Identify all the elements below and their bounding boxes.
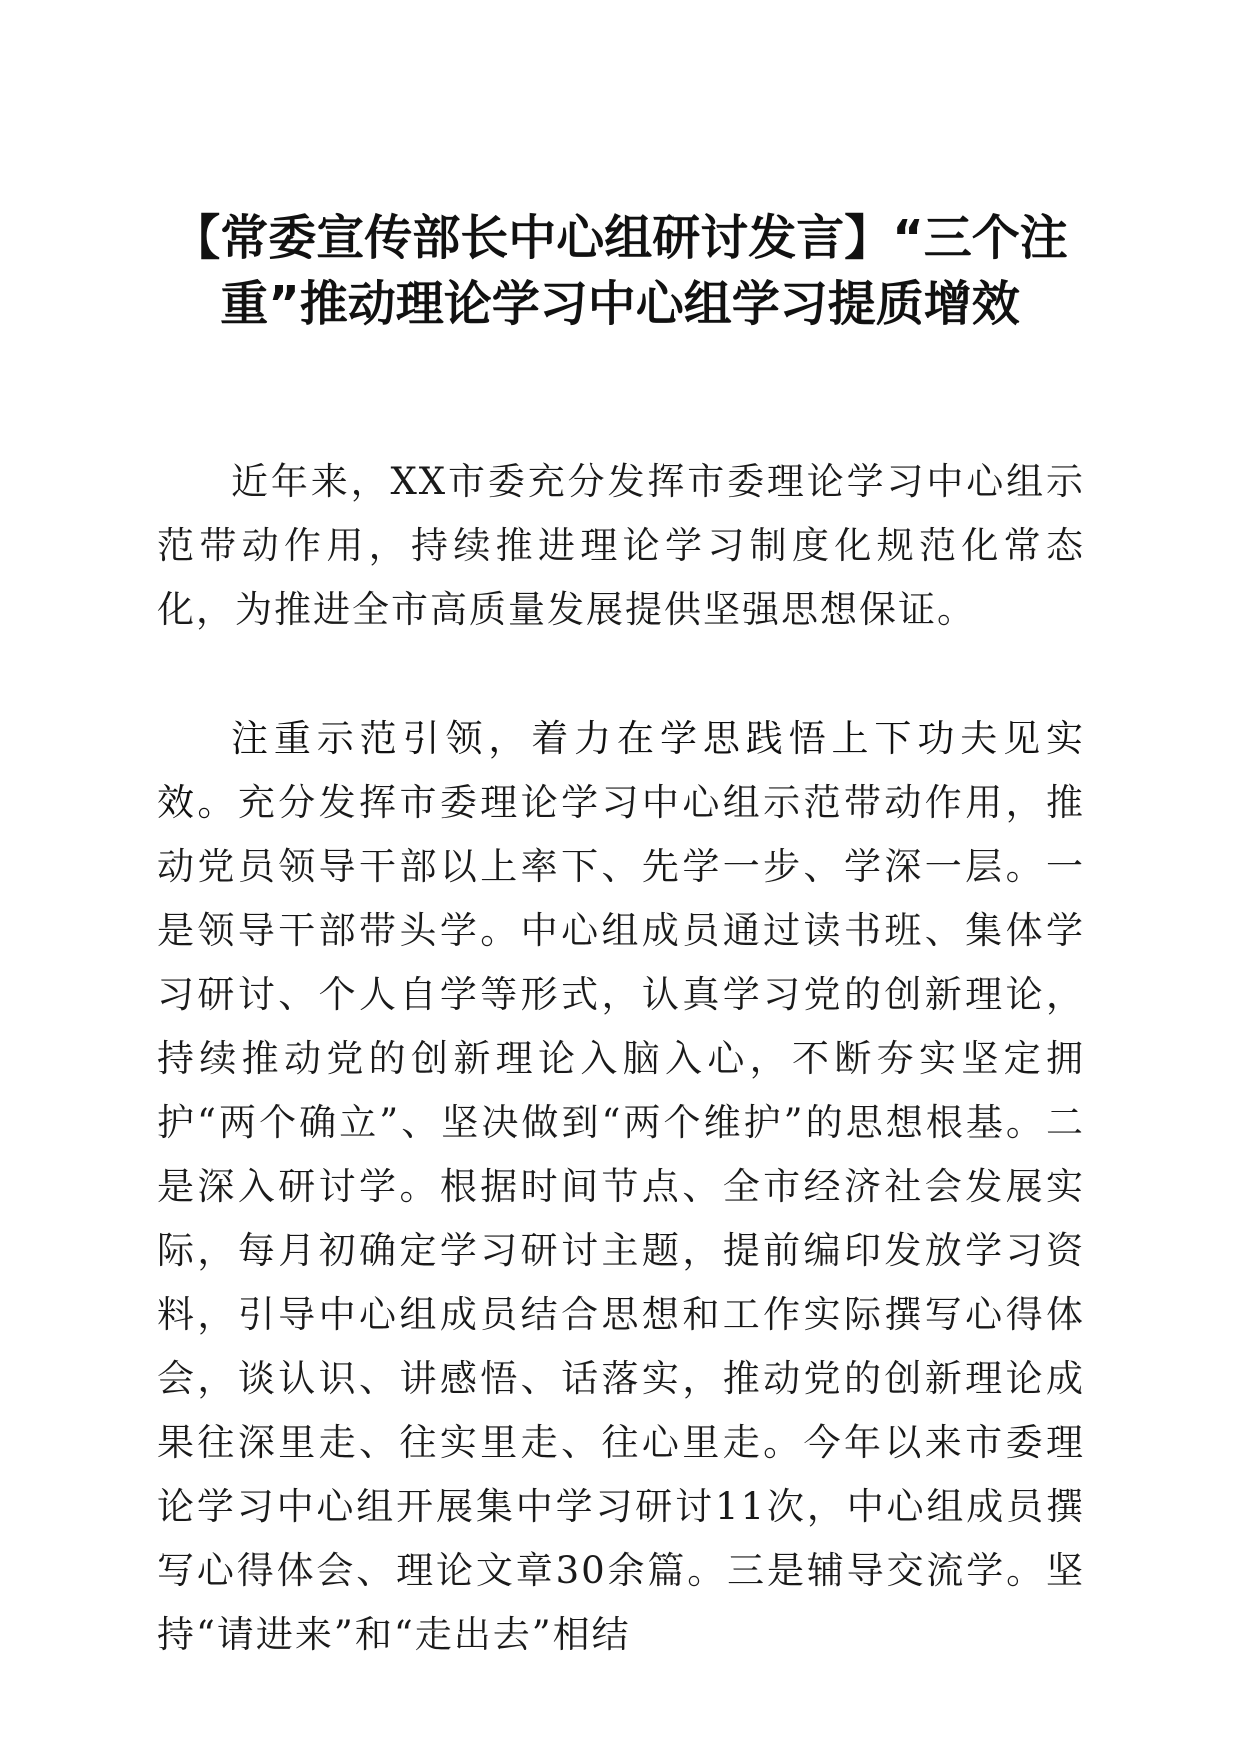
section-lead-sentence: 注重示范引领，着力在学思践悟上下功夫见实效。 <box>157 717 1085 824</box>
intro-paragraph-text: 近年来，XX市委充分发挥市委理论学习中心组示范带动作用，持续推进理论学习制度化规范化常态化，为推进全市高质量发展提供坚强思想保证。 <box>157 460 1085 631</box>
document-title: 【常委宣传部长中心组研讨发言】“三个注重”推动理论学习中心组学习提质增效 <box>172 210 1068 332</box>
section-paragraph <box>157 707 1085 1667</box>
section-paragraph-text: 充分发挥市委理论学习中心组示范带动作用，推动党员领导干部以上率下、先学一步、学深一层。一是领导干部带头学。中心组成员通过读书班、集体学习研讨、个人自学等形式，认真学习党的创新理论，持续推动党的创新理论入脑入心，不断夯实坚定拥护“两个确立”、坚决做到“两个维护”的思想根基。二是深入研讨学。根据时间节点、全市经济社会发展实际，每月初确定学习研讨主题，提前编印发放学习资料，引导中心组成员结合思想和工作实际撰写心得体会，谈认识、讲感悟、话落实，推动党的创新理论成果往深里走、往实里走、往心里走。今年以来市委理论学习中心组开展集中学习研讨11次，中心组成员撰写心得体会、理论文章30余篇。三是辅导交流学。坚持“请进来”和“走出去”相结 <box>157 781 1086 1656</box>
intro-paragraph <box>157 450 1085 642</box>
